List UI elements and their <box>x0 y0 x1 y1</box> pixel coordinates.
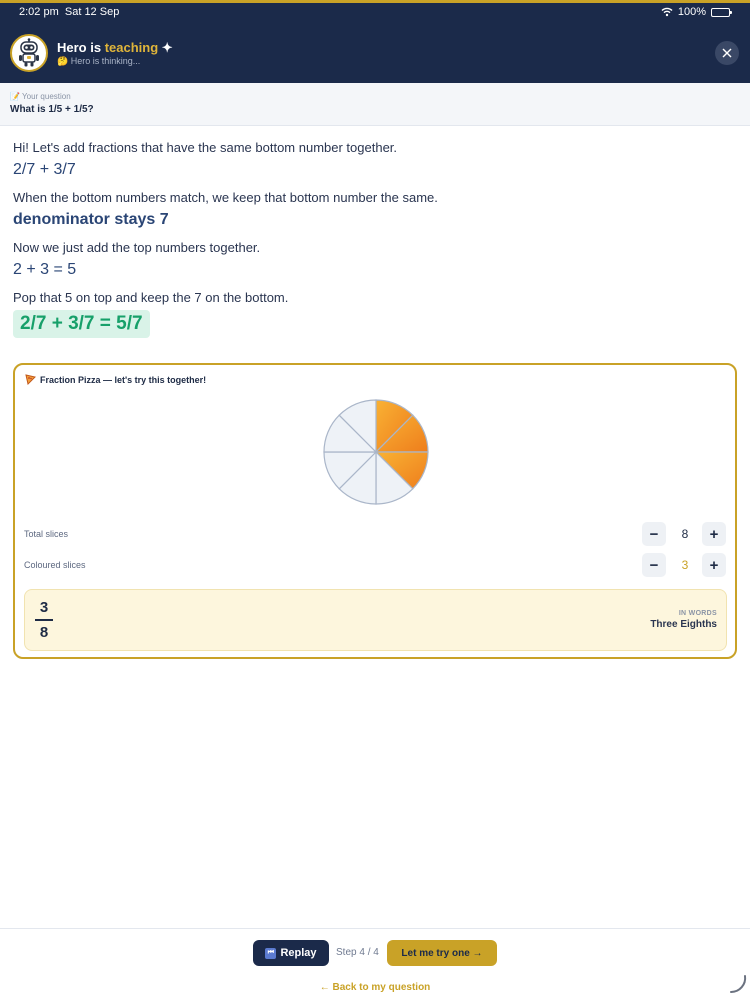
coloured-increment-button[interactable]: + <box>702 553 726 577</box>
question-label: 📝 Your question <box>10 92 71 101</box>
hero-title-suffix: ✦ <box>158 40 173 55</box>
lesson-math-3: 2 + 3 = 5 <box>13 261 77 278</box>
coloured-slices-label: Coloured slices <box>24 560 86 570</box>
coloured-slices-value: 3 <box>681 558 689 572</box>
battery-percent: 100% <box>677 6 706 18</box>
close-icon <box>722 48 732 58</box>
fraction-pizza[interactable] <box>322 398 430 506</box>
wifi-icon <box>661 7 673 17</box>
fraction-numerator: 3 <box>39 599 49 616</box>
try-one-button[interactable]: Let me try one → <box>387 940 497 966</box>
fraction-pizza-card <box>13 363 737 659</box>
question-bar <box>0 83 750 126</box>
pizza-icon <box>25 374 36 385</box>
widget-title <box>25 374 206 385</box>
lesson-result: 2/7 + 3/7 = 5/7 <box>13 310 150 338</box>
status-time <box>19 6 119 18</box>
rewind-icon: ⏮ <box>265 948 276 959</box>
status-date: Sat 12 Sep <box>64 6 120 18</box>
in-words-value: Three Eighths <box>650 619 717 630</box>
lesson-content <box>13 140 733 338</box>
question-text: What is 1/5 + 1/5? <box>10 104 94 115</box>
battery-icon <box>711 8 730 17</box>
total-increment-button[interactable]: + <box>702 522 726 546</box>
widget-title-text: Fraction Pizza — let's try this together! <box>40 374 207 385</box>
lesson-paragraph-2: When the bottom numbers match, we keep that bottom number the same. <box>13 190 438 205</box>
fraction-display <box>35 599 53 641</box>
replay-button[interactable] <box>253 940 329 966</box>
total-decrement-button[interactable]: − <box>642 522 666 546</box>
coloured-decrement-button[interactable]: − <box>642 553 666 577</box>
robot-icon <box>16 38 42 68</box>
step-indicator: Step 4 / 4 <box>336 947 379 958</box>
lesson-paragraph-4: Pop that 5 on top and keep the 7 on the bottom. <box>13 290 289 305</box>
hero-status: 🤔 Hero is thinking... <box>57 56 141 66</box>
status-clock: 2:02 pm <box>19 6 59 18</box>
hero-avatar <box>10 34 48 72</box>
loading-arc-icon <box>725 972 747 994</box>
replay-label: Replay <box>280 947 317 959</box>
hero-title-accent: teaching <box>104 40 159 55</box>
app-header <box>0 0 750 83</box>
fraction-bar <box>35 619 53 621</box>
lesson-math-1: 2/7 + 3/7 <box>13 161 76 178</box>
lesson-paragraph-1: Hi! Let's add fractions that have the same bottom number together. <box>13 140 398 155</box>
close-button[interactable] <box>715 41 739 65</box>
total-slices-label: Total slices <box>24 529 69 539</box>
hero-title <box>57 40 173 56</box>
total-slices-value: 8 <box>681 527 689 541</box>
lesson-paragraph-3: Now we just add the top numbers together. <box>13 240 261 255</box>
status-right <box>661 6 730 18</box>
lesson-math-2: denominator stays 7 <box>13 211 169 228</box>
footer-bar <box>0 928 750 1000</box>
fraction-denominator: 8 <box>39 624 49 641</box>
hero-title-prefix: Hero is <box>57 40 105 55</box>
status-bar <box>0 3 750 23</box>
fraction-summary <box>24 589 727 651</box>
back-to-question-link[interactable]: ← Back to my question <box>319 982 431 993</box>
in-words-label: IN WORDS <box>678 610 717 617</box>
